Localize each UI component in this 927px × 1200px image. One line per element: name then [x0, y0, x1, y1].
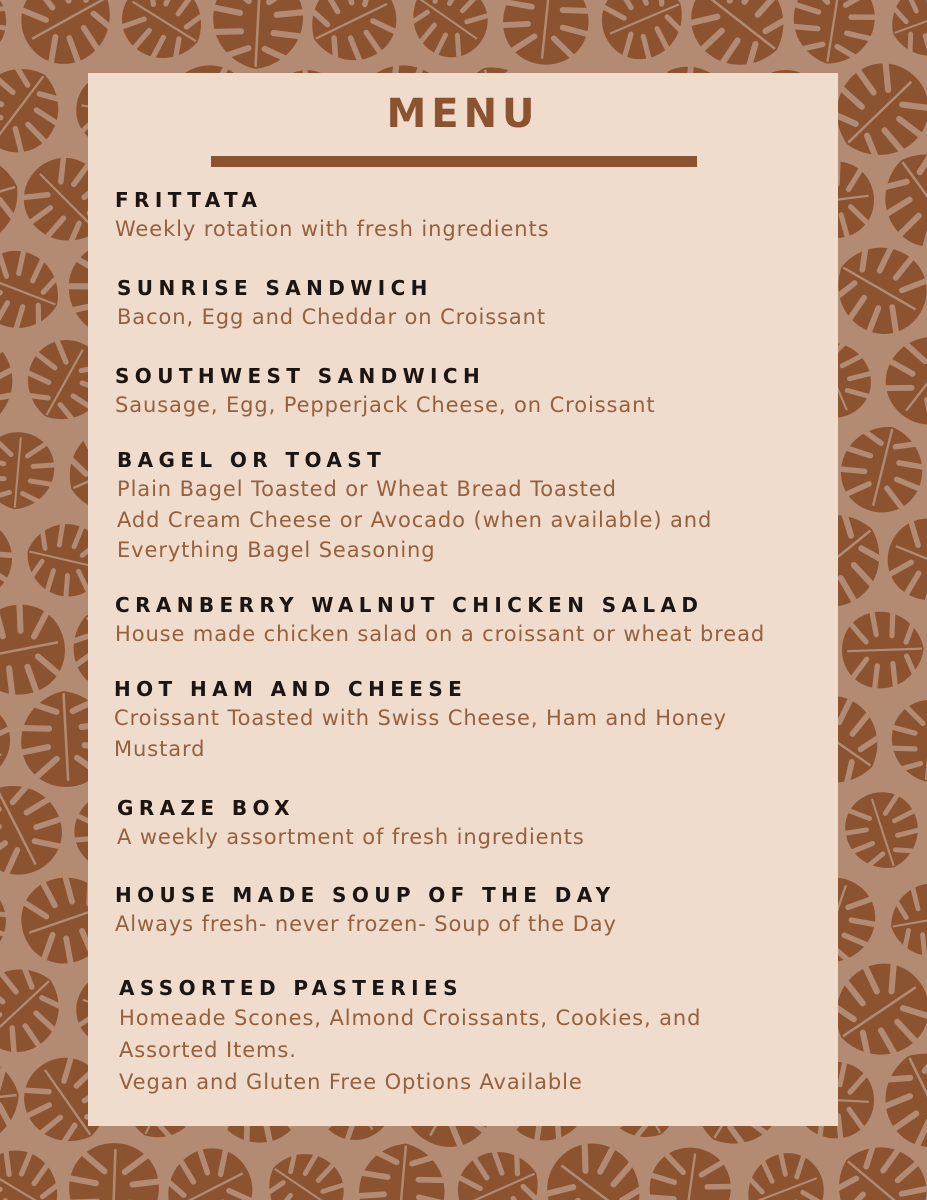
item-description	[115, 619, 765, 650]
item-description	[115, 214, 549, 245]
menu-item-bagel-or-toast	[117, 446, 712, 566]
monstera-leaf-icon	[297, 0, 410, 76]
item-name: HOT HAM AND CHEESE	[114, 677, 468, 701]
monstera-leaf-icon	[787, 0, 880, 70]
monstera-leaf-icon	[253, 1138, 357, 1200]
monstera-leaf-icon	[832, 417, 927, 520]
monstera-leaf-icon	[356, 1140, 449, 1200]
item-description	[114, 703, 727, 764]
item-description	[115, 909, 617, 940]
title-divider	[211, 156, 697, 167]
monstera-leaf-icon	[108, 0, 218, 75]
item-description-line: Always fresh- never frozen- Soup of the Day	[115, 912, 617, 936]
monstera-leaf-icon	[0, 240, 71, 341]
item-name: BAGEL OR TOAST	[117, 448, 387, 472]
item-description-line: Everything Bagel Seasoning	[117, 538, 436, 562]
monstera-leaf-icon	[0, 597, 73, 703]
monstera-leaf-icon	[0, 429, 57, 512]
monstera-leaf-icon	[644, 1142, 736, 1200]
item-description	[117, 474, 712, 566]
item-name: HOUSE MADE SOUP OF THE DAY	[115, 883, 616, 907]
item-name: SUNRISE SANDWICH	[117, 276, 433, 300]
monstera-leaf-icon	[0, 0, 6, 58]
menu-title: MENU	[386, 91, 540, 137]
monstera-leaf-icon	[6, 0, 127, 79]
monstera-leaf-icon	[881, 0, 927, 67]
item-name: GRAZE BOX	[117, 796, 295, 820]
item-name: ASSORTED PASTERIES	[119, 976, 463, 1000]
monstera-leaf-icon	[841, 610, 925, 689]
item-description-line: A weekly assortment of fresh ingredients	[117, 825, 585, 849]
monstera-leaf-icon	[397, 0, 502, 71]
item-description	[119, 1002, 701, 1098]
menu-item-sunrise-sandwich	[117, 274, 546, 333]
menu-item-graze-box	[117, 794, 585, 853]
item-description-line: Assorted Items.	[119, 1038, 297, 1062]
monstera-leaf-icon	[590, 0, 695, 71]
monstera-leaf-icon	[836, 783, 927, 879]
item-name: CRANBERRY WALNUT CHICKEN SALAD	[115, 593, 704, 617]
monstera-leaf-icon	[736, 1143, 834, 1200]
item-description-line: Croissant Toasted with Swiss Cheese, Ham and Honey	[114, 706, 727, 730]
menu-item-frittata	[115, 186, 549, 245]
item-description	[115, 390, 656, 421]
monstera-leaf-icon	[869, 317, 927, 441]
monstera-leaf-icon	[888, 696, 927, 785]
item-description-line: Mustard	[114, 736, 206, 761]
item-description-line: Bacon, Egg and Cheddar on Croissant	[117, 305, 546, 329]
item-name: SOUTHWEST SANDWICH	[115, 364, 486, 388]
monstera-leaf-icon	[0, 687, 23, 792]
monstera-leaf-icon	[0, 1137, 74, 1200]
item-description-line: Homeade Scones, Almond Croissants, Cookies, and	[119, 1006, 702, 1030]
item-description-line: Weekly rotation with fresh ingredients	[115, 217, 550, 241]
monstera-leaf-icon	[0, 769, 76, 889]
item-description-line: House made chicken salad on a croissant or wheat bread	[115, 622, 766, 646]
monstera-leaf-icon	[0, 320, 31, 443]
item-description	[117, 822, 585, 853]
monstera-leaf-icon	[211, 0, 306, 71]
monstera-leaf-icon	[0, 50, 77, 168]
item-description-line: Plain Bagel Toasted or Wheat Bread Toasted	[117, 477, 617, 501]
menu-item-southwest-sandwich	[115, 362, 656, 421]
monstera-leaf-icon	[0, 950, 78, 1068]
item-name: FRITTATA	[115, 188, 263, 212]
item-description-line: Sausage, Egg, Pepperjack Cheese, on Croissant	[115, 393, 656, 417]
monstera-leaf-icon	[876, 507, 927, 614]
menu-item-house-made-soup	[115, 881, 617, 940]
monstera-leaf-icon	[0, 875, 12, 963]
monstera-leaf-icon	[67, 1142, 160, 1200]
menu-item-hot-ham-and-cheese	[114, 675, 727, 764]
item-description	[117, 302, 546, 333]
monstera-leaf-icon	[0, 501, 28, 619]
menu-item-assorted-pasteries	[119, 974, 701, 1098]
item-description-line: Vegan and Gluten Free Options Available	[119, 1070, 583, 1094]
monstera-leaf-icon	[885, 878, 927, 962]
monstera-leaf-icon	[499, 0, 593, 69]
menu-item-cranberry-walnut-chicken-salad	[115, 591, 765, 650]
monstera-leaf-icon	[0, 1050, 23, 1149]
item-description-line: Add Cream Cheese or Avocado (when available) and	[117, 507, 713, 532]
menu-card	[88, 73, 838, 1126]
